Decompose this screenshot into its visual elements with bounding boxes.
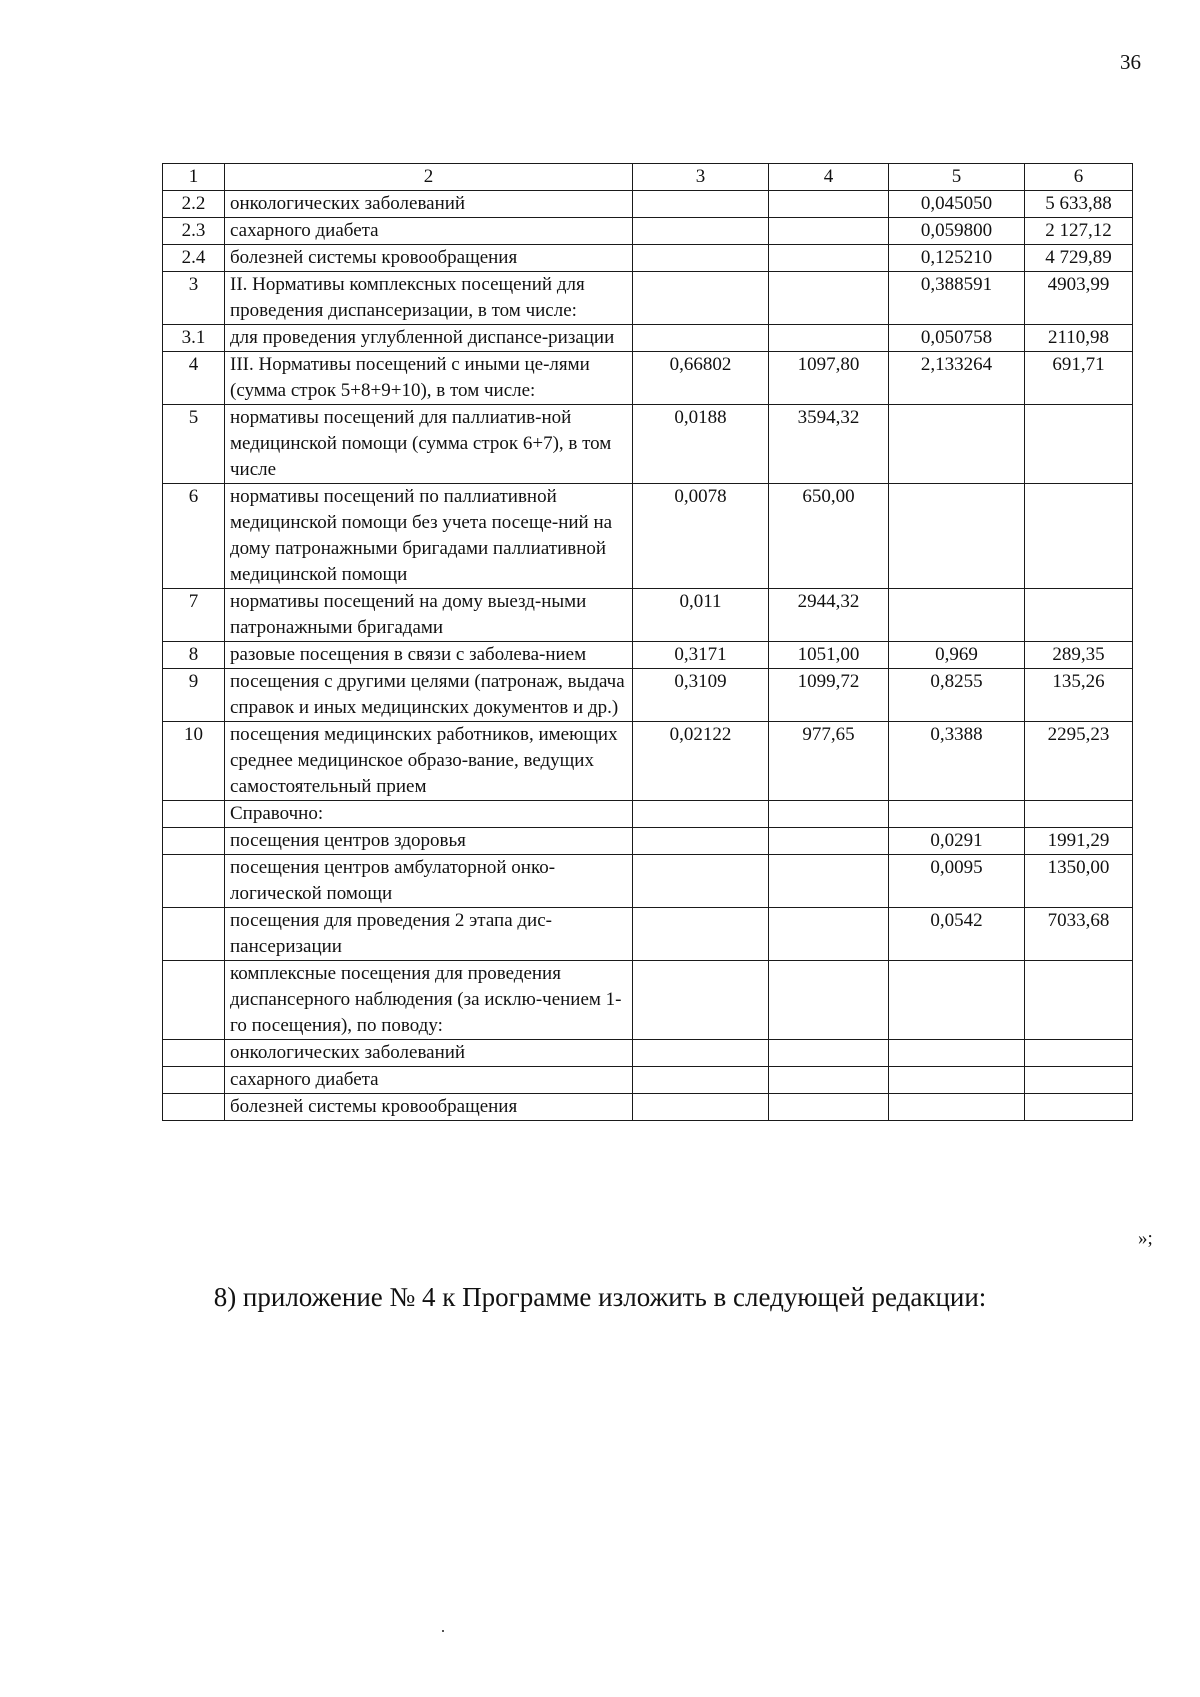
col4-value-cell <box>769 1094 889 1121</box>
col6-value-cell <box>1025 405 1133 484</box>
row-number-cell <box>163 855 225 908</box>
table-row <box>163 1067 1133 1094</box>
col3-value-cell <box>633 855 769 908</box>
row-description-cell: посещения центров амбулаторной онко-логической помощи <box>225 855 633 908</box>
col5-value-cell: 2,133264 <box>889 352 1025 405</box>
row-description-cell: болезней системы кровообращения <box>225 1094 633 1121</box>
col4-value-cell: 977,65 <box>769 722 889 801</box>
col6-value-cell <box>1025 1040 1133 1067</box>
col6-value-cell <box>1025 801 1133 828</box>
col3-value-cell <box>633 1067 769 1094</box>
table-row <box>163 589 1133 642</box>
row-number-cell: 2.4 <box>163 245 225 272</box>
col3-value-cell <box>633 1094 769 1121</box>
col3-value-cell: 0,3171 <box>633 642 769 669</box>
col3-value-cell: 0,0078 <box>633 484 769 589</box>
col3-value-cell <box>633 961 769 1040</box>
col5-value-cell: 0,0291 <box>889 828 1025 855</box>
col3-value-cell: 0,3109 <box>633 669 769 722</box>
table-row <box>163 1094 1133 1121</box>
col4-value-cell: 3594,32 <box>769 405 889 484</box>
col4-value-cell: 650,00 <box>769 484 889 589</box>
scan-speck <box>442 1630 444 1632</box>
row-description-cell: разовые посещения в связи с заболева-нием <box>225 642 633 669</box>
table-row <box>163 272 1133 325</box>
col4-value-cell <box>769 191 889 218</box>
col5-value-cell: 0,050758 <box>889 325 1025 352</box>
col5-value-cell: 0,8255 <box>889 669 1025 722</box>
col5-value-cell <box>889 961 1025 1040</box>
col6-value-cell: 4903,99 <box>1025 272 1133 325</box>
table-row <box>163 405 1133 484</box>
col5-value-cell: 0,0095 <box>889 855 1025 908</box>
table-row <box>163 245 1133 272</box>
col6-value-cell: 2110,98 <box>1025 325 1133 352</box>
col3-value-cell <box>633 325 769 352</box>
col6-value-cell <box>1025 484 1133 589</box>
table-row <box>163 218 1133 245</box>
column-header: 2 <box>225 164 633 191</box>
col6-value-cell: 1350,00 <box>1025 855 1133 908</box>
col5-value-cell: 0,3388 <box>889 722 1025 801</box>
col3-value-cell <box>633 191 769 218</box>
col4-value-cell <box>769 245 889 272</box>
table-row <box>163 325 1133 352</box>
table-row <box>163 484 1133 589</box>
row-number-cell: 5 <box>163 405 225 484</box>
col6-value-cell: 5 633,88 <box>1025 191 1133 218</box>
row-number-cell: 10 <box>163 722 225 801</box>
col6-value-cell: 7033,68 <box>1025 908 1133 961</box>
table-row <box>163 801 1133 828</box>
table-row <box>163 828 1133 855</box>
row-number-cell <box>163 1040 225 1067</box>
row-description-cell: онкологических заболеваний <box>225 1040 633 1067</box>
table-row <box>163 191 1133 218</box>
row-number-cell: 2.2 <box>163 191 225 218</box>
row-description-cell: сахарного диабета <box>225 218 633 245</box>
row-number-cell: 7 <box>163 589 225 642</box>
col3-value-cell: 0,0188 <box>633 405 769 484</box>
col5-value-cell: 0,045050 <box>889 191 1025 218</box>
col4-value-cell <box>769 1040 889 1067</box>
row-number-cell: 2.3 <box>163 218 225 245</box>
col6-value-cell <box>1025 1067 1133 1094</box>
row-description-cell: комплексные посещения для проведения диспансерного наблюдения (за исклю-чением 1-го посещения), по поводу: <box>225 961 633 1040</box>
col5-value-cell: 0,0542 <box>889 908 1025 961</box>
col6-value-cell: 289,35 <box>1025 642 1133 669</box>
column-header: 4 <box>769 164 889 191</box>
row-number-cell: 6 <box>163 484 225 589</box>
row-description-cell: посещения с другими целями (патронаж, выдача справок и иных медицинских документов и др.) <box>225 669 633 722</box>
row-description-cell: онкологических заболеваний <box>225 191 633 218</box>
col6-value-cell <box>1025 1094 1133 1121</box>
table-row <box>163 722 1133 801</box>
row-description-cell: нормативы посещений для паллиатив-ной медицинской помощи (сумма строк 6+7), в том числе <box>225 405 633 484</box>
row-number-cell: 3.1 <box>163 325 225 352</box>
row-description-cell: посещения медицинских работников, имеющих среднее медицинское образо-вание, ведущих самостоятельный прием <box>225 722 633 801</box>
col4-value-cell: 1099,72 <box>769 669 889 722</box>
closing-quote-mark: »; <box>1138 1228 1153 1249</box>
col3-value-cell: 0,011 <box>633 589 769 642</box>
page-number: 36 <box>1120 50 1141 74</box>
column-header: 5 <box>889 164 1025 191</box>
table-row <box>163 669 1133 722</box>
row-description-cell: для проведения углубленной диспансе-ризации <box>225 325 633 352</box>
norms-table <box>162 163 1133 1121</box>
col6-value-cell: 691,71 <box>1025 352 1133 405</box>
table-row <box>163 855 1133 908</box>
col6-value-cell <box>1025 961 1133 1040</box>
col6-value-cell: 135,26 <box>1025 669 1133 722</box>
col5-value-cell: 0,388591 <box>889 272 1025 325</box>
col3-value-cell <box>633 218 769 245</box>
row-number-cell <box>163 908 225 961</box>
row-number-cell: 9 <box>163 669 225 722</box>
col5-value-cell: 0,125210 <box>889 245 1025 272</box>
col5-value-cell <box>889 1094 1025 1121</box>
row-number-cell: 4 <box>163 352 225 405</box>
table-row <box>163 908 1133 961</box>
col5-value-cell: 0,969 <box>889 642 1025 669</box>
column-header: 3 <box>633 164 769 191</box>
row-description-cell: посещения для проведения 2 этапа дис-пансеризации <box>225 908 633 961</box>
row-description-cell: сахарного диабета <box>225 1067 633 1094</box>
column-header: 6 <box>1025 164 1133 191</box>
col6-value-cell <box>1025 589 1133 642</box>
col3-value-cell: 0,66802 <box>633 352 769 405</box>
col3-value-cell: 0,02122 <box>633 722 769 801</box>
row-description-cell: Справочно: <box>225 801 633 828</box>
col4-value-cell: 2944,32 <box>769 589 889 642</box>
col5-value-cell <box>889 801 1025 828</box>
col4-value-cell: 1097,80 <box>769 352 889 405</box>
col3-value-cell <box>633 908 769 961</box>
row-description-cell: нормативы посещений на дому выезд-ными патронажными бригадами <box>225 589 633 642</box>
col5-value-cell <box>889 484 1025 589</box>
table-header-row <box>163 164 1133 191</box>
row-number-cell <box>163 801 225 828</box>
col6-value-cell: 2295,23 <box>1025 722 1133 801</box>
row-number-cell: 3 <box>163 272 225 325</box>
col4-value-cell <box>769 855 889 908</box>
col5-value-cell: 0,059800 <box>889 218 1025 245</box>
col3-value-cell <box>633 272 769 325</box>
footer-instruction-text: 8) приложение № 4 к Программе изложить в следующей редакции: <box>213 1282 987 1312</box>
col3-value-cell <box>633 828 769 855</box>
row-description-cell: II. Нормативы комплексных посещений для проведения диспансеризации, в том числе: <box>225 272 633 325</box>
column-header: 1 <box>163 164 225 191</box>
row-number-cell <box>163 961 225 1040</box>
col4-value-cell <box>769 218 889 245</box>
col6-value-cell: 2 127,12 <box>1025 218 1133 245</box>
row-description-cell: III. Нормативы посещений с иными це-лями (сумма строк 5+8+9+10), в том числе: <box>225 352 633 405</box>
col3-value-cell <box>633 1040 769 1067</box>
row-number-cell: 8 <box>163 642 225 669</box>
row-number-cell <box>163 1094 225 1121</box>
row-description-cell: посещения центров здоровья <box>225 828 633 855</box>
col3-value-cell <box>633 245 769 272</box>
col4-value-cell <box>769 908 889 961</box>
col4-value-cell <box>769 961 889 1040</box>
col5-value-cell <box>889 1040 1025 1067</box>
row-description-cell: болезней системы кровообращения <box>225 245 633 272</box>
col5-value-cell <box>889 589 1025 642</box>
col4-value-cell <box>769 801 889 828</box>
col6-value-cell: 4 729,89 <box>1025 245 1133 272</box>
col4-value-cell: 1051,00 <box>769 642 889 669</box>
table-row <box>163 1040 1133 1067</box>
table-row <box>163 352 1133 405</box>
table-row <box>163 642 1133 669</box>
table-row <box>163 961 1133 1040</box>
col5-value-cell <box>889 405 1025 484</box>
col4-value-cell <box>769 325 889 352</box>
row-description-cell: нормативы посещений по паллиативной медицинской помощи без учета посеще-ний на дому патронажными бригадами паллиативной медицинской помощи <box>225 484 633 589</box>
row-number-cell <box>163 1067 225 1094</box>
col4-value-cell <box>769 1067 889 1094</box>
col5-value-cell <box>889 1067 1025 1094</box>
col4-value-cell <box>769 828 889 855</box>
col4-value-cell <box>769 272 889 325</box>
row-number-cell <box>163 828 225 855</box>
col6-value-cell: 1991,29 <box>1025 828 1133 855</box>
col3-value-cell <box>633 801 769 828</box>
